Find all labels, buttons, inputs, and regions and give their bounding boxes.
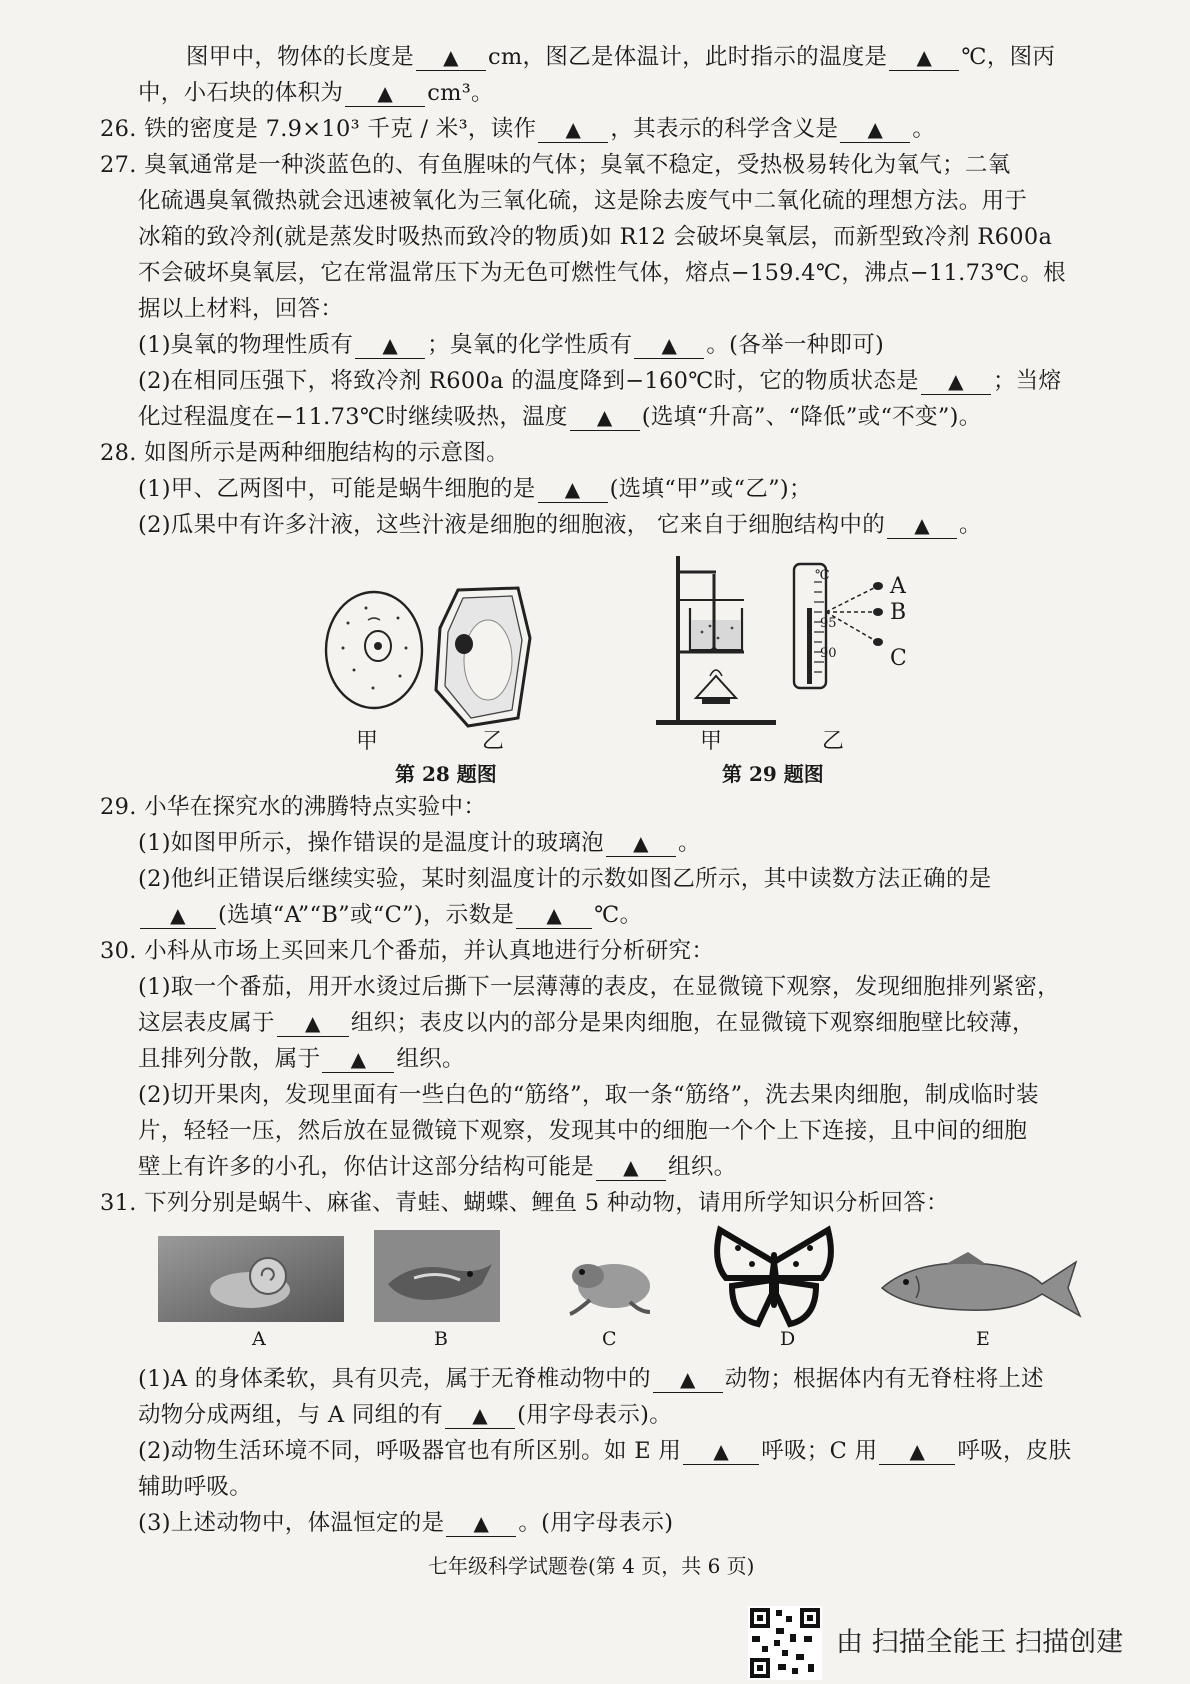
text-segment: 这层表皮属于: [138, 1010, 275, 1036]
text-segment: 。: [677, 830, 701, 856]
triangle-icon: ▲: [909, 1439, 926, 1463]
answer-blank[interactable]: [683, 1438, 759, 1465]
text-segment: 。: [959, 512, 982, 538]
answer-blank[interactable]: [634, 332, 704, 359]
figure-29-apparatus: [648, 548, 928, 728]
answer-blank[interactable]: [887, 512, 957, 539]
text-line: [138, 1398, 672, 1432]
text-segment: (选填“升高”、“降低”或“不变”)。: [641, 404, 982, 430]
text-line: [138, 862, 992, 896]
animal-label-e: E: [976, 1328, 990, 1350]
answer-blank[interactable]: [140, 902, 216, 929]
text-segment: 26. 铁的密度是 7.9×10³ 千克 / 米³，读作: [100, 116, 537, 142]
text-segment: 辅助呼吸。: [138, 1474, 253, 1500]
triangle-icon: ▲: [596, 405, 613, 429]
answer-blank[interactable]: [653, 1366, 723, 1393]
answer-blank[interactable]: [446, 1510, 516, 1537]
answer-blank[interactable]: [570, 404, 640, 431]
text-line: [100, 436, 509, 470]
animal-label-c: C: [602, 1328, 617, 1350]
answer-blank[interactable]: [277, 1010, 349, 1037]
text-segment: ，其表示的科学含义是: [610, 116, 839, 142]
text-line: [138, 1506, 673, 1540]
answer-blank[interactable]: [355, 332, 425, 359]
text-segment: 27. 臭氧通常是一种淡蓝色的、有鱼腥味的气体；臭氧不稳定，受热极易转化为氧气；二氧: [100, 152, 1011, 178]
text-line: [100, 148, 1011, 182]
fig28-left-label: 甲: [356, 729, 379, 754]
text-line: [100, 934, 714, 968]
view-label-b: B: [890, 600, 907, 625]
animal-label-a: A: [252, 1328, 266, 1350]
triangle-icon: ▲: [382, 333, 399, 357]
text-segment: 28. 如图所示是两种细胞结构的示意图。: [100, 440, 509, 466]
text-line: [138, 970, 1060, 1004]
butterfly-photo: [712, 1222, 836, 1330]
text-line: [138, 1078, 1039, 1112]
carp-photo: [876, 1246, 1086, 1326]
text-segment: (1)如图甲所示，操作错误的是温度计的玻璃泡: [138, 830, 604, 856]
text-segment: 。(用字母表示): [518, 1510, 674, 1536]
text-segment: (1)取一个番茄，用开水烫过后撕下一层薄薄的表皮，在显微镜下观察，发现细胞排列紧密，: [138, 974, 1060, 1000]
text-segment: 呼吸，皮肤: [957, 1438, 1072, 1464]
answer-blank[interactable]: [596, 1154, 666, 1181]
triangle-icon: ▲: [443, 45, 459, 69]
text-segment: (2)在相同压强下，将致冷剂 R600a 的温度降到−160℃时，它的物质状态是: [138, 368, 919, 394]
text-segment: (2)瓜果中有许多汁液，这些汁液是细胞的细胞液， 它来自于细胞结构中的: [138, 512, 886, 538]
snail-photo: [158, 1236, 344, 1322]
text-line: [138, 1150, 736, 1184]
text-line: [138, 1434, 1071, 1468]
plant-cell-vacuole: [464, 620, 512, 700]
text-line: [100, 1186, 949, 1220]
triangle-icon: ▲: [916, 45, 933, 69]
text-line: [138, 898, 642, 932]
triangle-icon: ▲: [472, 1403, 488, 1427]
text-segment: 化过程温度在−11.73℃时继续吸热，温度: [138, 404, 568, 430]
text-line: [138, 256, 1066, 290]
triangle-icon: ▲: [350, 1047, 367, 1071]
thermo-tick-95: 95: [820, 616, 837, 631]
triangle-icon: ▲: [546, 903, 563, 927]
text-line: [138, 1042, 465, 1076]
figure-28-cells: [318, 578, 548, 738]
text-segment: (1)A 的身体柔软，具有贝壳，属于无脊椎动物中的: [138, 1366, 651, 1392]
text-segment: 片，轻轻一压，然后放在显微镜下观察，发现其中的细胞一个个上下连接，且中间的细胞: [138, 1118, 1028, 1144]
text-line: [138, 472, 812, 506]
text-segment: 壁上有许多的小孔，你估计这部分结构可能是: [138, 1154, 595, 1180]
answer-blank[interactable]: [516, 902, 592, 929]
plant-cell-nucleus: [455, 634, 473, 654]
triangle-icon: ▲: [473, 1511, 490, 1535]
triangle-icon: ▲: [679, 1367, 696, 1391]
text-line: [100, 790, 486, 824]
view-label-a: A: [890, 574, 906, 599]
text-line: [138, 1470, 252, 1504]
text-segment: 据以上材料，回答：: [138, 296, 344, 322]
text-segment: (1)甲、乙两图中，可能是蜗牛细胞的是: [138, 476, 536, 502]
frog-photo: [560, 1240, 660, 1324]
text-segment: (1)臭氧的物理性质有: [138, 332, 354, 358]
text-line: [138, 76, 494, 110]
text-segment: 不会破坏臭氧层，它在常温常压下为无色可燃性气体，熔点−159.4℃，沸点−11.73℃。根: [138, 260, 1066, 286]
fig29-caption: 第 29 题图: [722, 762, 824, 786]
text-segment: (2)动物生活环境不同，呼吸器官也有所区别。如 E 用: [138, 1438, 682, 1464]
text-segment: cm，图乙是体温计，此时指示的温度是: [488, 44, 888, 70]
alcohol-burner: [696, 676, 736, 698]
triangle-icon: ▲: [713, 1439, 730, 1463]
text-segment: ；臭氧的化学性质有: [427, 332, 633, 358]
text-segment: (2)切开果肉，发现里面有一些白色的“筋络”，取一条“筋络”，洗去果肉细胞，制成临时装: [138, 1082, 1039, 1108]
answer-blank[interactable]: [889, 44, 959, 71]
triangle-icon: ▲: [304, 1011, 321, 1035]
text-segment: 组织。: [668, 1154, 737, 1180]
text-segment: 组织。: [396, 1046, 465, 1072]
text-segment: 冰箱的致冷剂(就是蒸发时吸热而致冷的物质)如 R12 会破坏臭氧层，而新型致冷剂 R600a: [138, 224, 1053, 250]
text-segment: 。(各举一种即可): [706, 332, 885, 358]
text-segment: 30. 小科从市场上买回来几个番茄，并认真地进行分析研究：: [100, 938, 715, 964]
text-line: [138, 364, 1061, 398]
text-segment: (2)他纠正错误后继续实验，某时刻温度计的示数如图乙所示，其中读数方法正确的是: [138, 866, 992, 892]
triangle-icon: ▲: [377, 81, 394, 105]
text-segment: 中，小石块的体积为: [138, 80, 344, 106]
text-line: [138, 1362, 1044, 1396]
page-footer: 七年级科学试题卷(第 4 页，共 6 页): [428, 1554, 755, 1578]
animal-label-d: D: [780, 1328, 796, 1350]
animal-cell: [326, 592, 422, 708]
text-segment: ；当熔: [992, 368, 1062, 394]
text-segment: cm³。: [427, 80, 494, 106]
thermo-unit-label: ℃: [815, 568, 830, 583]
text-line: [138, 400, 982, 434]
text-segment: 化硫遇臭氧微热就会迅速被氧化为三氧化硫，这是除去废气中二氧化硫的理想方法。用于: [138, 188, 1028, 214]
text-line: [100, 112, 935, 146]
text-line: [138, 1114, 1027, 1148]
sight-line-a: [826, 588, 874, 612]
text-line: [138, 826, 701, 860]
text-segment: (选填“A”“B”或“C”)，示数是: [218, 902, 515, 928]
fig29-left-label: 甲: [700, 729, 723, 754]
thermo-tick-90: 90: [820, 646, 837, 661]
triangle-icon: ▲: [565, 117, 582, 141]
text-segment: 动物分成两组，与 A 同组的有: [138, 1402, 444, 1428]
text-segment: 组织；表皮以内的部分是果肉细胞，在显微镜下观察细胞壁比较薄，: [350, 1010, 1035, 1036]
answer-blank[interactable]: [445, 1402, 515, 1429]
text-segment: (3)上述动物中，体温恒定的是: [138, 1510, 445, 1536]
text-line: [138, 328, 884, 362]
answer-blank[interactable]: [538, 116, 608, 143]
triangle-icon: ▲: [948, 369, 964, 393]
answer-blank[interactable]: [879, 1438, 955, 1465]
text-line: [186, 40, 1055, 74]
fig28-right-label: 乙: [482, 729, 505, 754]
text-segment: 呼吸；C 用: [761, 1438, 878, 1464]
text-segment: 29. 小华在探究水的沸腾特点实验中：: [100, 794, 487, 820]
text-line: [138, 508, 982, 542]
triangle-icon: ▲: [564, 477, 581, 501]
answer-blank[interactable]: [345, 80, 425, 107]
triangle-icon: ▲: [867, 117, 884, 141]
text-line: [138, 1006, 1035, 1040]
qr-code-icon: [748, 1606, 822, 1680]
triangle-icon: ▲: [914, 513, 930, 537]
text-segment: 且排列分散，属于: [138, 1046, 321, 1072]
triangle-icon: ▲: [661, 333, 678, 357]
animal-label-b: B: [434, 1328, 448, 1350]
answer-blank[interactable]: [538, 476, 608, 503]
text-segment: 31. 下列分别是蜗牛、麻雀、青蛙、蝴蝶、鲤鱼 5 种动物，请用所学知识分析回答：: [100, 1190, 949, 1216]
text-segment: 图甲中，物体的长度是: [186, 44, 415, 70]
scanner-watermark: 由 扫描全能王 扫描创建: [836, 1627, 1124, 1658]
sparrow-photo: [374, 1230, 500, 1322]
answer-blank[interactable]: [416, 44, 486, 71]
answer-blank[interactable]: [606, 830, 676, 857]
text-segment: (用字母表示)。: [517, 1402, 673, 1428]
text-line: [138, 292, 343, 326]
text-segment: (选填“甲”或“乙”)；: [609, 476, 812, 502]
answer-blank[interactable]: [840, 116, 910, 143]
triangle-icon: ▲: [633, 831, 649, 855]
text-segment: 动物；根据体内有无脊柱将上述: [724, 1366, 1044, 1392]
text-segment: 。: [912, 116, 936, 142]
answer-blank[interactable]: [322, 1046, 394, 1073]
answer-blank[interactable]: [921, 368, 991, 395]
triangle-icon: ▲: [623, 1155, 639, 1179]
text-line: [138, 220, 1052, 254]
text-segment: ℃，图丙: [961, 44, 1056, 70]
text-line: [138, 184, 1027, 218]
fig28-caption: 第 28 题图: [395, 762, 497, 786]
triangle-icon: ▲: [170, 903, 186, 927]
text-segment: ℃。: [594, 902, 643, 928]
fig29-right-label: 乙: [822, 729, 845, 754]
view-label-c: C: [890, 646, 907, 671]
